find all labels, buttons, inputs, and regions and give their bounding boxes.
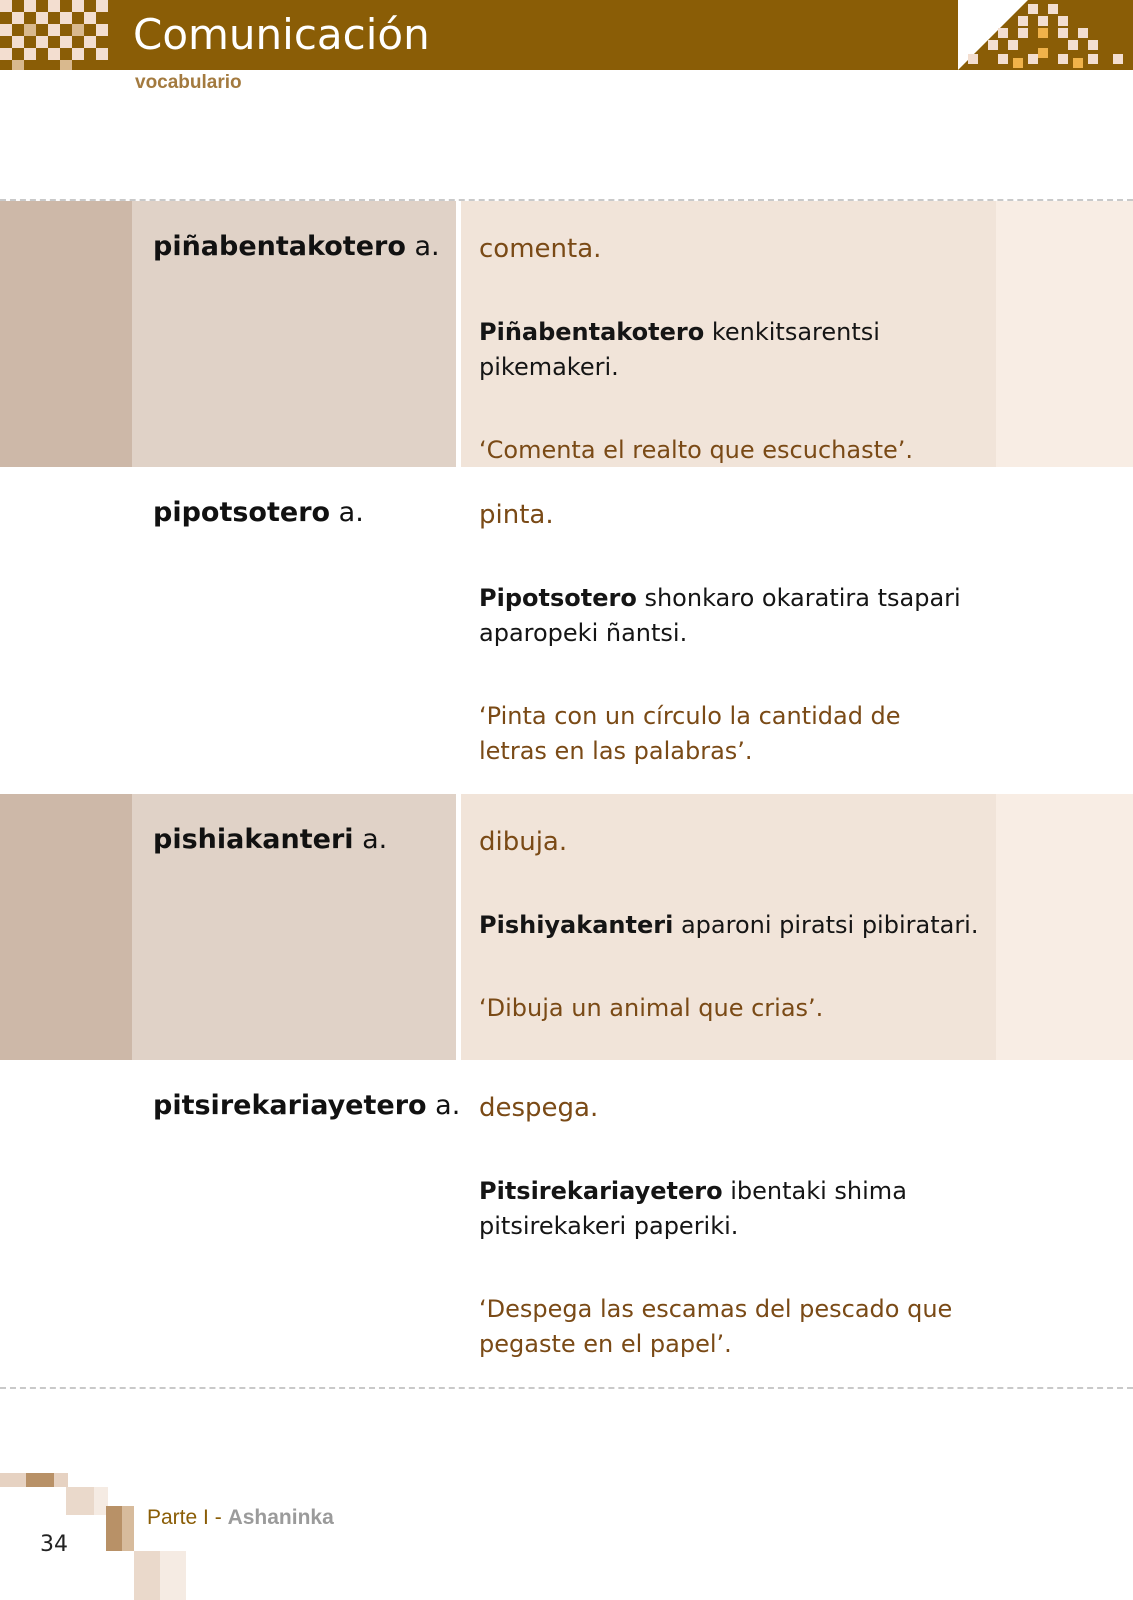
example-rest: shonkaro okaratira tsapari aparopeki ñantsi. [479, 584, 961, 647]
part-of-speech: a. [414, 231, 440, 262]
part-of-speech: a. [435, 1090, 461, 1121]
footer-pattern [0, 1470, 200, 1600]
footer-language: Ashaninka [227, 1506, 334, 1529]
definition-block [479, 1090, 959, 1362]
part-of-speech: a. [338, 497, 364, 528]
footer-label [147, 1506, 334, 1530]
vocab-entry [0, 467, 1133, 794]
shade-band [996, 794, 1133, 1060]
footer-part: Parte I [147, 1506, 209, 1529]
vocab-entry [0, 1060, 1133, 1385]
woven-pattern-right [958, 0, 1133, 70]
headword-text: pipotsotero [153, 497, 331, 528]
headword-text: pitsirekariayetero [153, 1090, 427, 1121]
definition-block [479, 497, 969, 769]
page-number: 34 [40, 1532, 68, 1557]
example-sentence [479, 581, 969, 651]
footer-separator: - [214, 1506, 222, 1529]
shade-band [0, 201, 132, 467]
translation: ‘Comenta el realto que escuchaste’. [479, 436, 914, 464]
vocab-entry [0, 201, 1133, 467]
shade-band [0, 794, 132, 1060]
headword [153, 497, 364, 528]
example-headword: Pipotsotero [479, 584, 637, 612]
headword [153, 231, 440, 262]
translation: ‘Despega las escamas del pescado que pegaste en el papel’. [479, 1295, 953, 1358]
definition-block [479, 231, 999, 468]
part-of-speech: a. [362, 824, 388, 855]
headword-text: piñabentakotero [153, 231, 406, 262]
shade-band [996, 201, 1133, 467]
section-subtitle: vocabulario [135, 72, 242, 93]
section-title: Comunicación [133, 10, 430, 59]
example-rest: kenkitsarentsi pikemakeri. [479, 318, 880, 381]
example-headword: Pitsirekariayetero [479, 1177, 723, 1205]
example-sentence [479, 1174, 959, 1244]
headword [153, 1090, 460, 1121]
bottom-divider [0, 1387, 1133, 1389]
example-headword: Piñabentakotero [479, 318, 705, 346]
definition-block [479, 824, 999, 1026]
gloss: comenta. [479, 234, 602, 264]
gloss: pinta. [479, 500, 554, 530]
vocab-entry [0, 794, 1133, 1060]
example-rest: ibentaki shima pitsirekakeri paperiki. [479, 1177, 907, 1240]
headword [153, 824, 387, 855]
translation: ‘Pinta con un círculo la cantidad de letras en las palabras’. [479, 702, 901, 765]
gloss: dibuja. [479, 827, 568, 857]
example-rest: aparoni piratsi pibiratari. [680, 911, 979, 939]
example-sentence [479, 315, 999, 385]
headword-text: pishiakanteri [153, 824, 354, 855]
translation: ‘Dibuja un animal que crias’. [479, 994, 824, 1022]
example-sentence [479, 908, 999, 943]
gloss: despega. [479, 1093, 599, 1123]
example-headword: Pishiyakanteri [479, 911, 674, 939]
woven-pattern-left [0, 0, 122, 70]
